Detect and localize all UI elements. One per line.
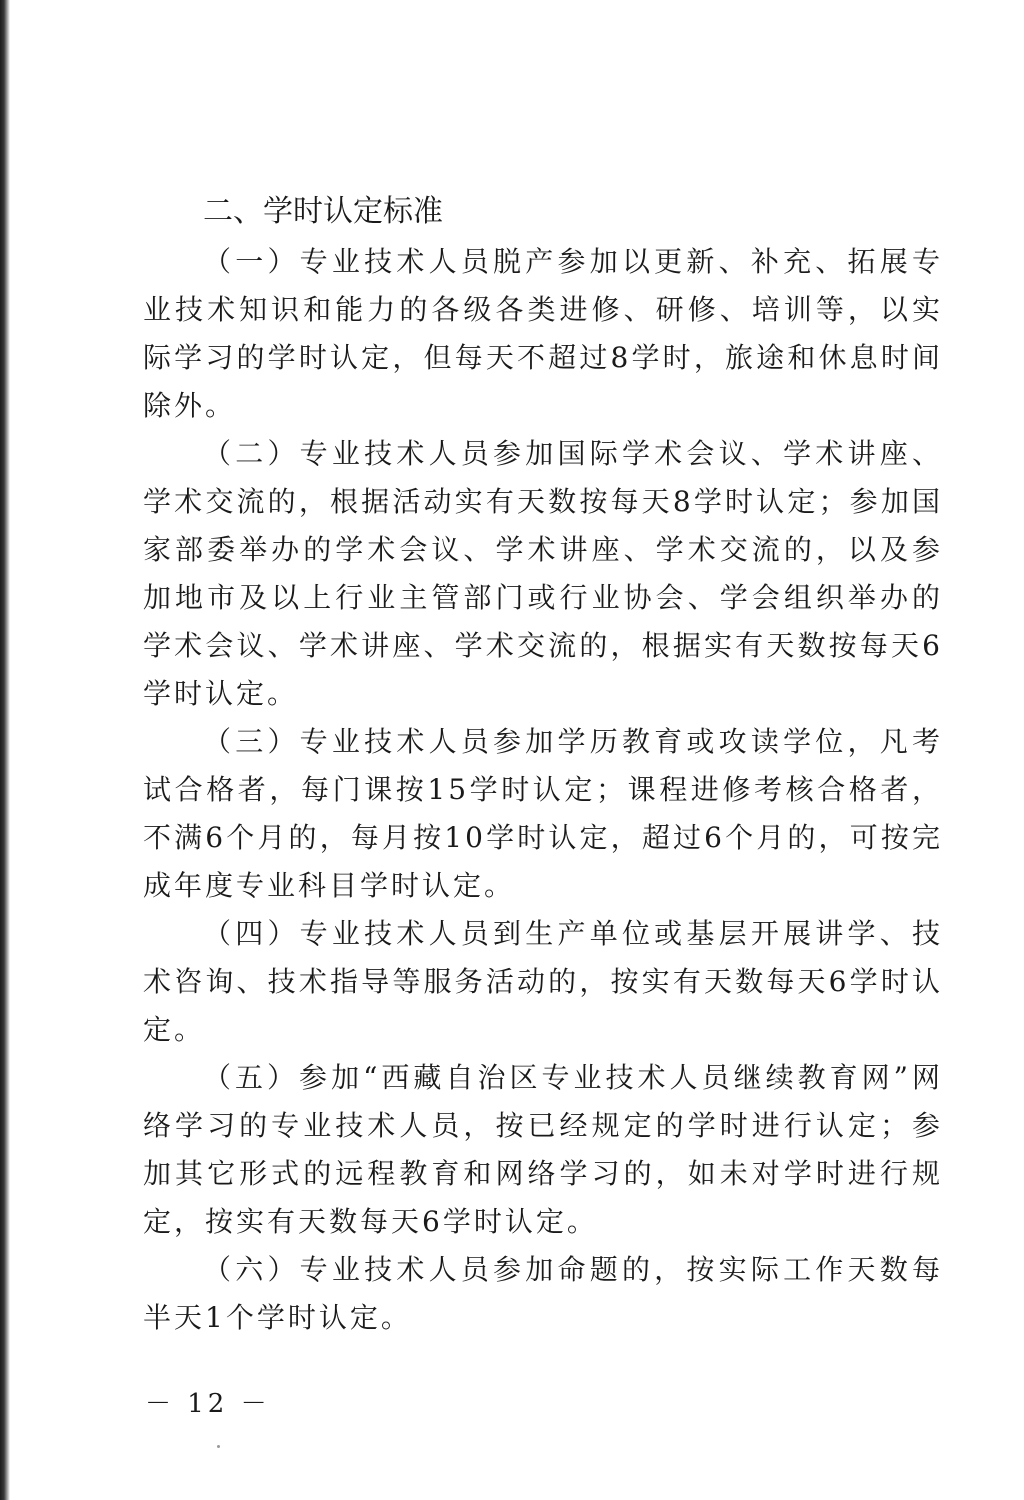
page-number: － 12 －	[145, 1389, 271, 1419]
section-heading: 二、学时认定标准	[203, 194, 443, 229]
paragraph-3: （三）专业技术人员参加学历教育或攻读学位，凡考试合格者，每门课按15学时认定；课程进修考核合格者，不满6个月的，每月按10学时认定，超过6个月的，可按完成年度专业科目学时认定。	[143, 725, 943, 902]
paragraph-5: （五）参加“西藏自治区专业技术人员继续教育网”网络学习的专业技术人员，按已经规定的学时进行认定；参加其它形式的远程教育和网络学习的，如未对学时进行规定，按实有天数每天6学时认定。	[143, 1061, 943, 1238]
scan-edge-shadow	[0, 0, 10, 1500]
paragraph-4: （四）专业技术人员到生产单位或基层开展讲学、技术咨询、技术指导等服务活动的，按实有天数每天6学时认定。	[143, 917, 943, 1046]
scan-speck	[217, 1445, 220, 1448]
paragraph-6: （六）专业技术人员参加命题的，按实际工作天数每半天1个学时认定。	[143, 1253, 943, 1334]
paragraph-1: （一）专业技术人员脱产参加以更新、补充、拓展专业技术知识和能力的各级各类进修、研修、培训等，以实际学习的学时认定，但每天不超过8学时，旅途和休息时间除外。	[143, 245, 943, 422]
document-body	[143, 189, 943, 1342]
paragraph-2: （二）专业技术人员参加国际学术会议、学术讲座、学术交流的，根据活动实有天数按每天8学时认定；参加国家部委举办的学术会议、学术讲座、学术交流的，以及参加地市及以上行业主管部门或行业协会、学会组织举办的学术会议、学术讲座、学术交流的，根据实有天数按每天6学时认定。	[143, 437, 943, 710]
